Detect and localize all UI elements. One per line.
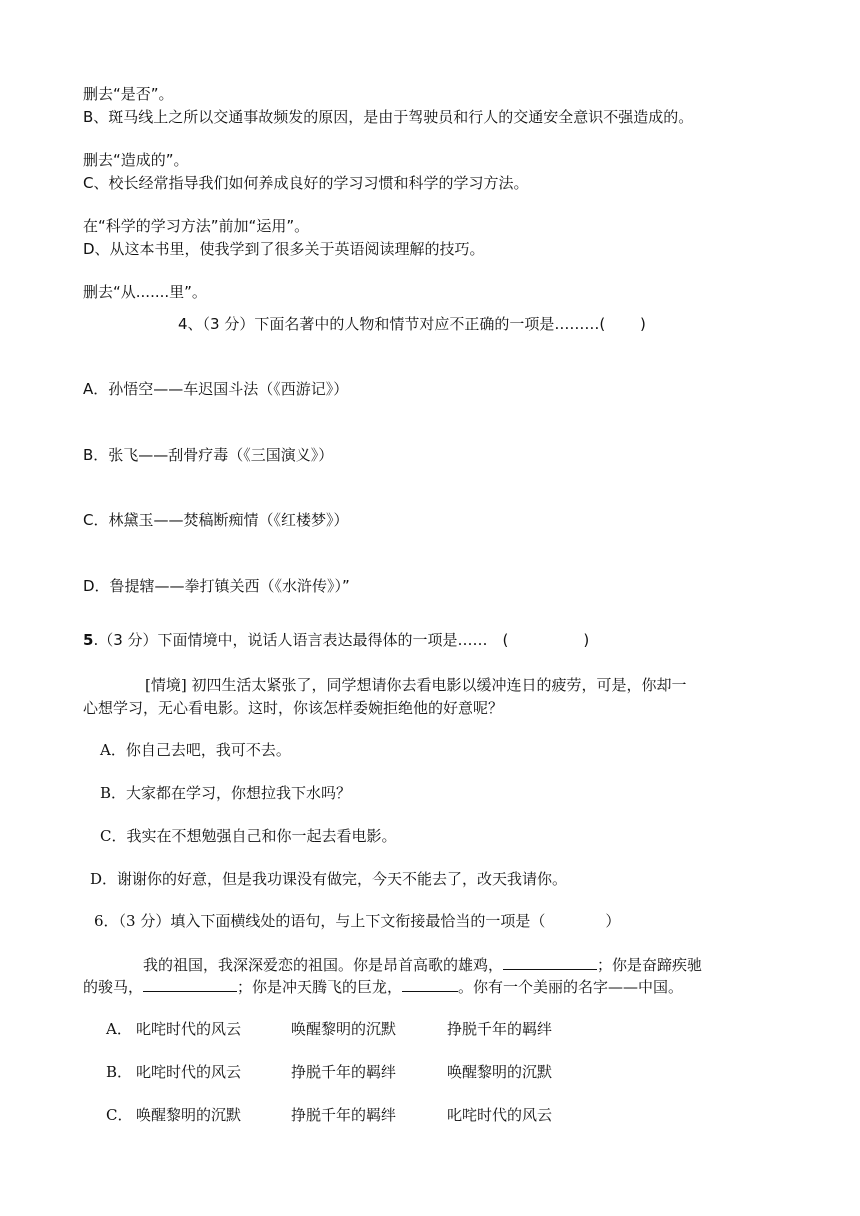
q6-passage-b: ；你是奋蹄疾驰 [597,956,703,974]
q6-passage-d: ；你是冲天腾飞的巨龙， [237,978,403,996]
q6-blank-3 [402,977,458,992]
q6-option-a [106,1019,552,1039]
q5-option-b: B．大家都在学习，你想拉我下水吗？ [100,784,352,802]
q3-correction-a: 删去“是否”。 [83,85,174,103]
q6-passage-line2 [83,977,683,997]
q3-option-c: C、校长经常指导我们如何养成良好的学习习惯和科学的学习方法。 [83,174,529,192]
q4-stem: 4、（3 分）下面名著中的人物和情节对应不正确的一项是………( ) [178,315,646,333]
q6-option-b [106,1062,552,1082]
q6-option-a-phrase2: 唤醒黎明的沉默 [291,1020,397,1038]
q6-blank-1 [503,955,597,970]
q4-option-b: B．张飞——刮骨疗毒（《三国演义》） [83,446,334,464]
q5-context-line1: [情境] 初四生活太紧张了，同学想请你去看电影以缓冲连日的疲劳，可是，你却一 [145,676,687,694]
q6-option-c [106,1105,552,1125]
q5-option-d: D．谢谢你的好意，但是我功课没有做完，今天不能去了，改天我请你。 [90,870,568,888]
q6-option-b-phrase1: 叱咤时代的风云 [136,1063,242,1081]
q4-option-a: A．孙悟空——车迟国斗法（《西游记》） [83,380,349,398]
q6-option-a-label: A． [106,1020,132,1038]
q6-passage-a: 我的祖国，我深深爱恋的祖国。你是昂首高歌的雄鸡， [143,956,504,974]
q5-option-c: C．我实在不想勉强自己和你一起去看电影。 [100,827,397,845]
q3-option-b: B、斑马线上之所以交通事故频发的原因，是由于驾驶员和行人的交通安全意识不强造成的。 [83,108,694,126]
q6-option-c-phrase1: 唤醒黎明的沉默 [136,1106,242,1124]
q3-option-d: D、从这本书里，使我学到了很多关于英语阅读理解的技巧。 [83,240,485,258]
q4-option-c: C．林黛玉——焚稿断痴情（《红楼梦》） [83,511,349,529]
q6-option-c-label: C． [106,1106,133,1124]
q6-option-b-phrase3: 唤醒黎明的沉默 [447,1063,553,1081]
q5-context-line2: 心想学习，无心看电影。这时，你该怎样委婉拒绝他的好意呢？ [83,699,504,717]
q4-option-d: D．鲁提辖——拳打镇关西（《水浒传》）” [83,577,350,595]
q6-option-c-phrase2: 挣脱千年的羁绊 [291,1106,397,1124]
q6-passage-c: 的骏马， [83,978,144,996]
q3-correction-d: 删去“从.......里”。 [83,283,207,301]
q6-passage-line1 [143,955,702,975]
q6-blank-2 [143,977,237,992]
q5-number: 5 [83,631,94,649]
q6-passage-e: 。你有一个美丽的名字——中国。 [458,978,684,996]
q6-option-b-phrase2: 挣脱千年的羁绊 [291,1063,397,1081]
q3-correction-b: 删去“造成的”。 [83,151,189,169]
q6-option-b-label: B． [106,1063,133,1081]
q5-stem: .（3 分）下面情境中，说话人语言表达最得体的一项是…… ( ) [93,631,590,649]
q6-option-c-phrase3: 叱咤时代的风云 [447,1106,553,1124]
q5-stem-row [83,630,589,650]
q6-option-a-phrase3: 挣脱千年的羁绊 [447,1020,553,1038]
q3-correction-c: 在“科学的学习方法”前加“运用”。 [83,217,310,235]
q6-stem: 6．（3 分）填入下面横线处的语句，与上下文衔接最恰当的一项是（ ） [94,912,621,930]
q6-option-a-phrase1: 叱咤时代的风云 [136,1020,242,1038]
q5-option-a: A．你自己去吧，我可不去。 [100,741,291,759]
